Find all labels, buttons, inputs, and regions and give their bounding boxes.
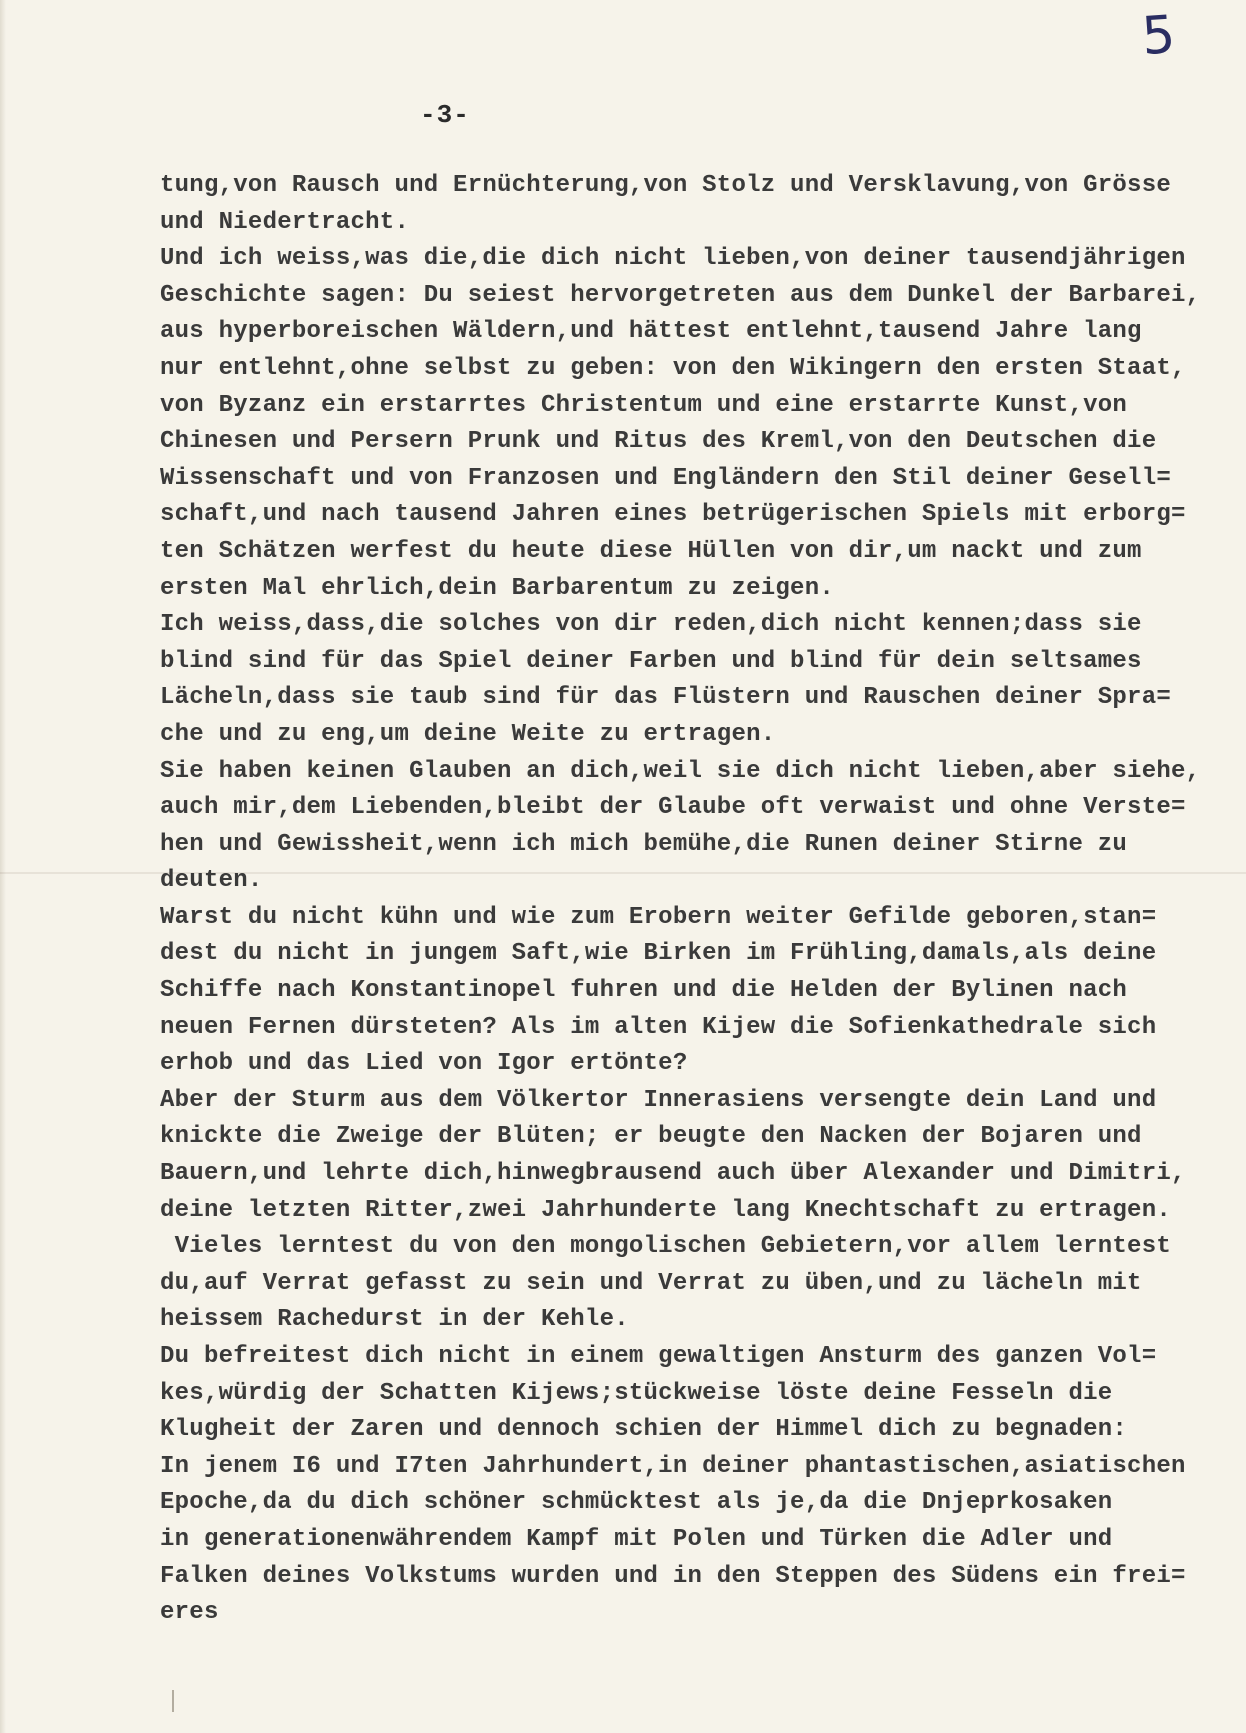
text-line: und Niedertracht.	[160, 208, 410, 236]
text-line: Klugheit der Zaren und dennoch schien der Himmel dich zu begnaden:	[160, 1416, 1128, 1444]
text-line: Geschichte sagen: Du seiest hervorgetreten aus dem Dunkel der Barbarei,	[160, 281, 1201, 309]
text-line: dest du nicht in jungem Saft,wie Birken im Frühling,damals,als deine	[160, 940, 1157, 968]
text-line: auch mir,dem Liebenden,bleibt der Glaube oft verwaist und ohne Verste=	[160, 794, 1186, 822]
text-line: Warst du nicht kühn und wie zum Erobern weiter Gefilde geboren,stan=	[160, 903, 1157, 931]
text-line: neuen Fernen dürsteten? Als im alten Kijew die Sofienkathedrale sich	[160, 1013, 1157, 1041]
typewritten-body	[160, 168, 1230, 1632]
text-line: Vieles lerntest du von den mongolischen Gebietern,vor allem lerntest	[160, 1233, 1172, 1261]
text-line: knickte die Zweige der Blüten; er beugte den Nacken der Bojaren und	[160, 1123, 1142, 1151]
text-line: Aber der Sturm aus dem Völkertor Innerasiens versengte dein Land und	[160, 1086, 1157, 1114]
text-line: kes,würdig der Schatten Kijews;stückweise löste deine Fesseln die	[160, 1379, 1113, 1407]
text-line: heissem Rachedurst in der Kehle.	[160, 1306, 629, 1334]
typed-page-number: -3-	[420, 100, 470, 130]
text-line: Lächeln,dass sie taub sind für das Flüstern und Rauschen deiner Spra=	[160, 684, 1172, 712]
text-line: Epoche,da du dich schöner schmücktest als je,da die Dnjeprkosaken	[160, 1489, 1113, 1517]
text-line: tung,von Rausch und Ernüchterung,von Stolz und Versklavung,von Grösse	[160, 172, 1172, 199]
text-line: che und zu eng,um deine Weite zu ertragen.	[160, 720, 776, 748]
text-line: ersten Mal ehrlich,dein Barbarentum zu zeigen.	[160, 574, 835, 602]
text-line: schaft,und nach tausend Jahren eines betrügerischen Spiels mit erborg=	[160, 501, 1186, 529]
text-line: Wissenschaft und von Franzosen und Engländern den Stil deiner Gesell=	[160, 464, 1172, 492]
text-line: Sie haben keinen Glauben an dich,weil sie dich nicht lieben,aber siehe,	[160, 757, 1201, 785]
margin-pencil-mark	[172, 1690, 174, 1712]
text-line: von Byzanz ein erstarrtes Christentum und eine erstarrte Kunst,von	[160, 391, 1128, 419]
text-line: Chinesen und Persern Prunk und Ritus des Kreml,von den Deutschen die	[160, 428, 1157, 456]
text-line: deuten.	[160, 867, 263, 895]
text-line: Bauern,und lehrte dich,hinwegbrausend auch über Alexander und Dimitri,	[160, 1160, 1186, 1188]
text-line: in generationenwährendem Kampf mit Polen und Türken die Adler und	[160, 1525, 1113, 1553]
text-line: hen und Gewissheit,wenn ich mich bemühe,die Runen deiner Stirne zu	[160, 830, 1128, 858]
text-line: aus hyperboreischen Wäldern,und hättest entlehnt,tausend Jahre lang	[160, 318, 1142, 346]
handwritten-page-number: 5	[1139, 4, 1178, 68]
text-line: deine letzten Ritter,zwei Jahrhunderte lang Knechtschaft zu ertragen.	[160, 1196, 1172, 1224]
text-line: ten Schätzen werfest du heute diese Hüllen von dir,um nackt und zum	[160, 537, 1142, 565]
text-line: erhob und das Lied von Igor ertönte?	[160, 1050, 688, 1078]
text-line: du,auf Verrat gefasst zu sein und Verrat zu üben,und zu lächeln mit	[160, 1269, 1142, 1297]
text-line: Und ich weiss,was die,die dich nicht lieben,von deiner tausendjährigen	[160, 245, 1186, 273]
text-line: nur entlehnt,ohne selbst zu geben: von den Wikingern den ersten Staat,	[160, 354, 1186, 382]
text-line: Falken deines Volkstums wurden und in den Steppen des Südens ein frei=	[160, 1562, 1186, 1590]
text-line: Du befreitest dich nicht in einem gewaltigen Ansturm des ganzen Vol=	[160, 1343, 1157, 1370]
text-line: blind sind für das Spiel deiner Farben und blind für dein seltsames	[160, 647, 1142, 675]
text-line: eres	[160, 1599, 219, 1627]
paper-edge-shadow	[0, 0, 6, 1733]
text-line: In jenem I6 und I7ten Jahrhundert,in deiner phantastischen,asiatischen	[160, 1452, 1186, 1480]
text-line: Schiffe nach Konstantinopel fuhren und die Helden der Bylinen nach	[160, 977, 1128, 1005]
text-line: Ich weiss,dass,die solches von dir reden,dich nicht kennen;dass sie	[160, 611, 1142, 639]
